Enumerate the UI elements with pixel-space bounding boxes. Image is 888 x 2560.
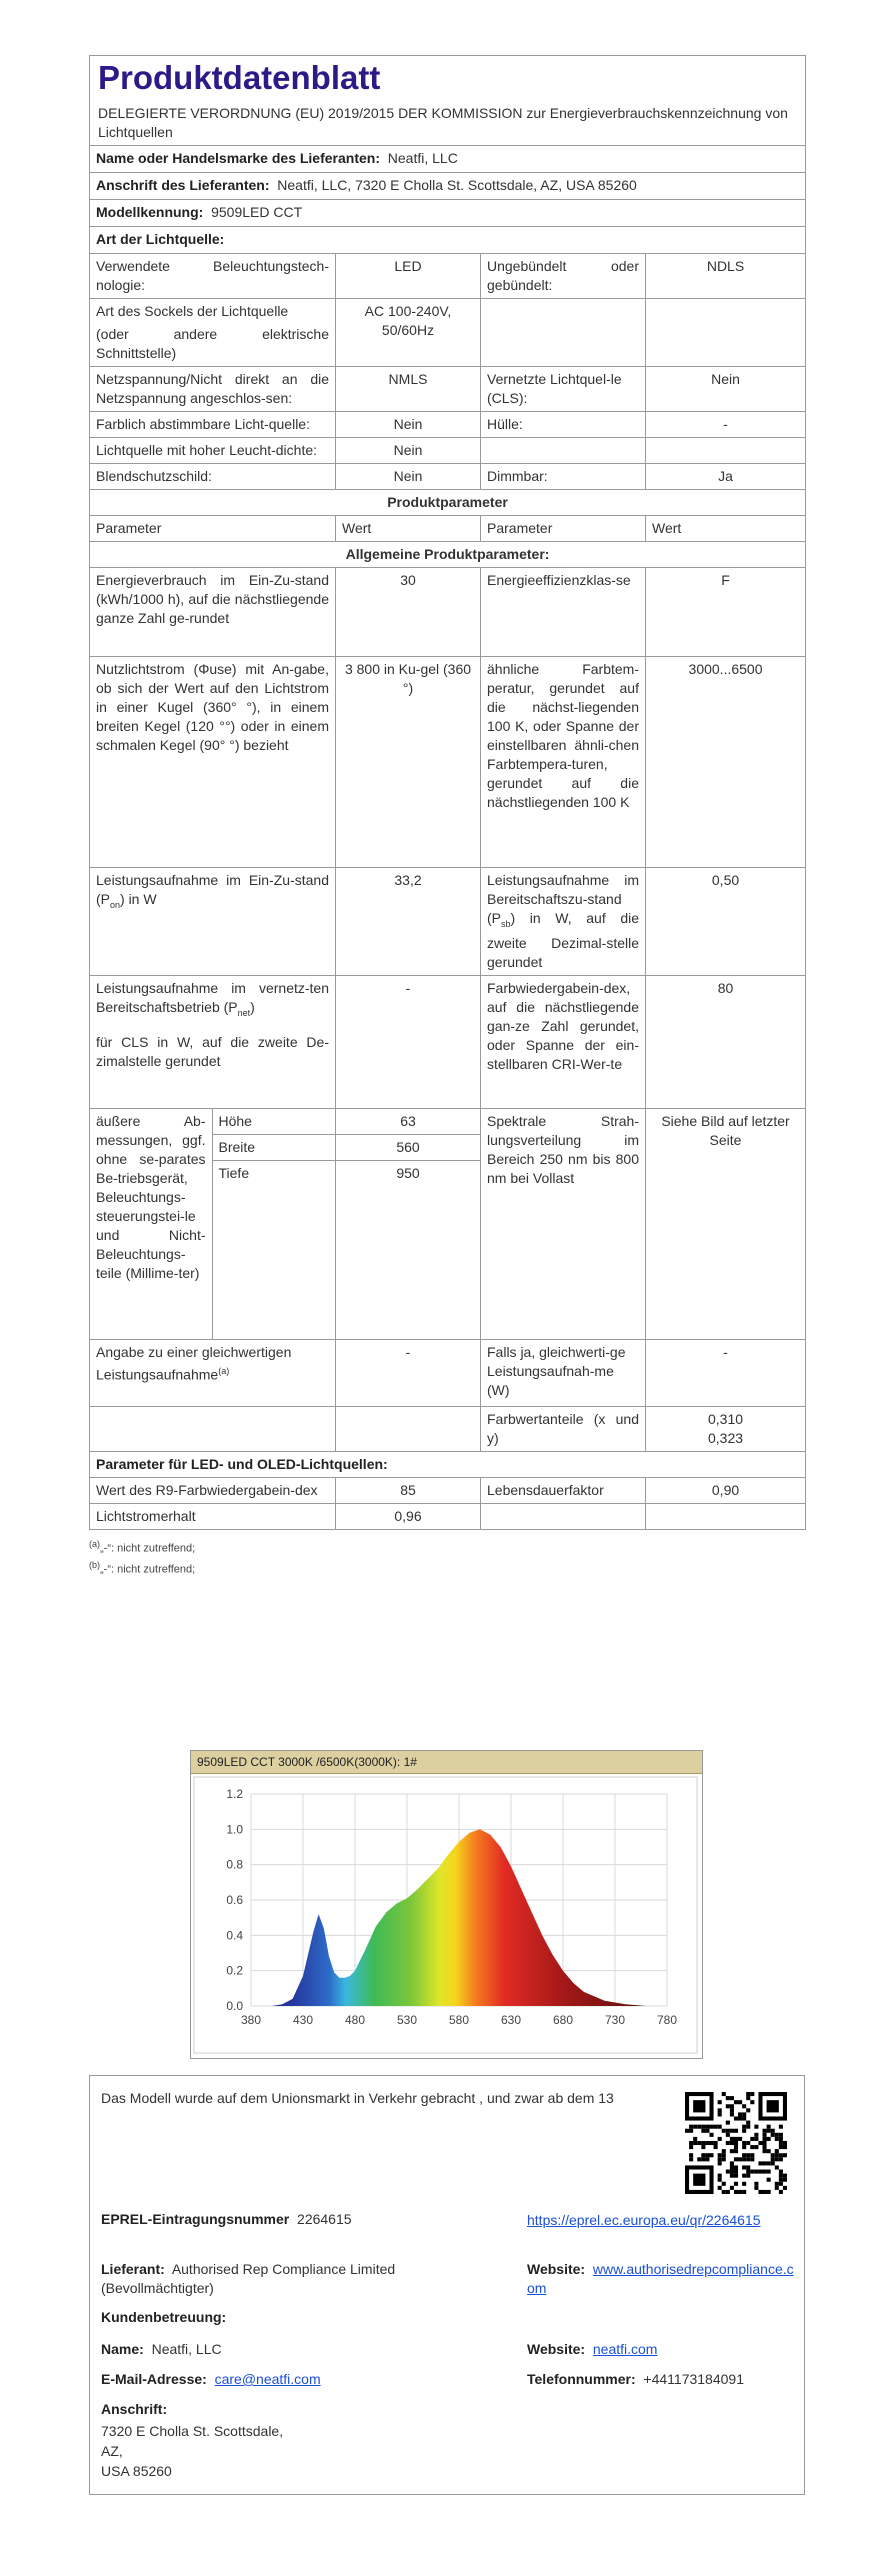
depth-label: Tiefe: [218, 1164, 250, 1181]
x-tick-label: 530: [396, 2013, 418, 2027]
chroma-label: Farbwertanteile (x und y): [481, 1406, 646, 1451]
col-header-parameter: Parameter: [90, 516, 336, 542]
height-label: Höhe: [212, 1109, 336, 1135]
qr-code-icon[interactable]: [685, 2092, 787, 2194]
high-luminance-label: Lichtquelle mit hoher Leucht-dichte:: [90, 438, 336, 464]
x-tick-label: 680: [552, 2013, 574, 2027]
maintenance-value: 0,96: [336, 1503, 481, 1529]
chroma-value: [646, 1406, 806, 1451]
product-parameters-heading: Produktparameter: [90, 490, 806, 516]
led-parameters-heading: Parameter für LED- und OLED-Lichtquellen:: [90, 1451, 806, 1477]
x-tick-label: 380: [240, 2013, 262, 2027]
eclass-value: F: [646, 568, 806, 657]
address-title: Anschrift:: [101, 2401, 168, 2417]
equiv-power-value: -: [646, 1339, 806, 1406]
height-value: 63: [336, 1109, 480, 1135]
footnote-b: $^{(b)}$„-“: nicht zutreffend;: [89, 1560, 196, 1577]
supplier-address-label: Anschrift des Lieferanten:: [96, 177, 270, 193]
pnet-value: -: [336, 975, 481, 1108]
cls-value: Nein: [646, 367, 806, 412]
empty-cell: [336, 1406, 481, 1451]
supplier-address-value: Neatfi, LLC, 7320 E Cholla St. Scottsdale, AZ, USA 85260: [277, 177, 637, 193]
r9-value: 85: [336, 1477, 481, 1503]
cri-value: 80: [646, 975, 806, 1108]
y-ticks: [226, 1787, 243, 2013]
x-tick-label: 480: [344, 2013, 366, 2027]
pon-value: 33,2: [336, 868, 481, 976]
cap-label-cell: [90, 299, 336, 367]
flux-value: 3 800 in Ku-gel (360 °): [336, 657, 481, 868]
empty-cell: [646, 438, 806, 464]
light-source-type-label: Art der Lichtquelle:: [96, 231, 225, 247]
service-name: Name: Neatfi, LLC: [101, 2341, 222, 2357]
general-parameters-heading: Allgemeine Produktparameter:: [90, 542, 806, 568]
page-title: Produktdatenblatt: [98, 59, 381, 96]
envelope-value: -: [646, 412, 806, 438]
chroma-y: 0,323: [707, 1429, 744, 1446]
y-tick-label: 0.8: [226, 1857, 243, 1872]
spectrum-series-0: [251, 1829, 667, 2006]
cct-label: ähnliche Farbtem-peratur, gerundet auf die nächst-liegenden 100 K, oder Spanne der einstellbaren ähnli-chen Farbtempera-turen, gerundet auf die nächstliegenden 100 K: [481, 657, 646, 868]
product-datasheet: [89, 55, 805, 1579]
tech-label: Verwendete Beleuchtungstech-nologie:: [90, 254, 336, 299]
x-tick-label: 730: [604, 2013, 626, 2027]
spectrum-plot: [191, 1774, 702, 2058]
y-tick-label: 0.4: [226, 1928, 243, 1943]
address-block: 7320 E Cholla St. Scottsdale, AZ, USA 85260: [101, 2423, 284, 2479]
mains-value: NMLS: [336, 367, 481, 412]
dims-values-cell: [336, 1108, 481, 1339]
empty-cell: [481, 438, 646, 464]
maintenance-label: Lichtstromerhalt: [90, 1503, 336, 1529]
x-tick-label: 780: [656, 2013, 678, 2027]
y-tick-label: 0.0: [226, 1999, 243, 2013]
empty-cell: [481, 299, 646, 367]
nonbundled-label: Ungebündelt oder gebündelt:: [481, 254, 646, 299]
y-tick-label: 1.0: [226, 1822, 243, 1837]
x-tick-label: 580: [448, 2013, 470, 2027]
service-website-link[interactable]: neatfi.com: [592, 2341, 658, 2357]
market-text: Das Modell wurde auf dem Unionsmarkt in Verkehr gebracht , und zwar ab dem 13: [101, 2090, 614, 2106]
service-website: Website: neatfi.com: [527, 2341, 658, 2357]
rep-website-row: Website: www.authorisedrepcompliance.com: [527, 2261, 794, 2296]
cap-label: Art des Sockels der Lichtquelle: [96, 303, 289, 319]
pnet-label: Leistungsaufnahme im vernetz-ten Bereitschaftsbetrieb $(P_{net})$ für CLS in W, auf die zweite De-zimalstelle gerundet: [90, 975, 336, 1108]
cap-value: AC 100-240V, 50/60Hz: [336, 299, 481, 367]
model-value: 9509LED CCT: [211, 204, 303, 220]
service-email: E-Mail-Adresse: care@neatfi.com: [101, 2371, 321, 2387]
rep-website-link[interactable]: www.authorisedrepcompliance.com: [527, 2261, 794, 2296]
model-label: Modellkennung:: [96, 204, 204, 220]
service-title: Kundenbetreuung:: [101, 2309, 227, 2325]
eprel-link[interactable]: https://eprel.ec.europa.eu/qr/2264615: [527, 2212, 761, 2228]
spectrum-chart: [190, 1750, 703, 2059]
spectral-label: Spektrale Strah-lungsverteilung im Bereich 250 nm bis 800 nm bei Vollast: [481, 1108, 646, 1339]
cct-value: 3000...6500: [646, 657, 806, 868]
depth-value: 950: [396, 1164, 420, 1181]
width-value: 560: [336, 1135, 480, 1161]
empty-cell: [646, 1503, 806, 1529]
mains-label: Netzspannung/Nicht direkt an die Netzspannung angeschlos-sen:: [90, 367, 336, 412]
y-tick-label: 0.6: [226, 1893, 243, 1907]
service-phone: Telefonnummer: +441173184091: [527, 2371, 744, 2387]
equiv-value: -: [336, 1339, 481, 1406]
chroma-x: 0,310: [707, 1410, 744, 1427]
cls-label: Vernetzte Lichtquel-le (CLS):: [481, 367, 646, 412]
supplier-address-row: [90, 173, 806, 200]
psb-label: Leistungsaufnahme im Bereitschaftszu-stand $(P_{sb})$ in W, auf die zweite Dezimal-stelle gerundet: [481, 868, 646, 976]
eclass-label: Energieeffizienzklas-se: [481, 568, 646, 657]
empty-cell: [481, 1503, 646, 1529]
envelope-label: Hülle:: [481, 412, 646, 438]
x-tick-label: 630: [500, 2013, 522, 2027]
eprel-box: [89, 2075, 805, 2495]
rep-row: Lieferant: Authorised Rep Compliance Limited (Bevollmächtigter): [101, 2261, 396, 2296]
survival-label: Lebensdauerfaktor: [481, 1477, 646, 1503]
dims-inner: [90, 1109, 336, 1339]
pon-label: Leistungsaufnahme im Ein-Zu-stand $(P_{on})$ in W: [90, 868, 336, 976]
service-email-link[interactable]: care@neatfi.com: [214, 2371, 321, 2387]
x-tick-label: 430: [292, 2013, 314, 2027]
empty-cell: [90, 1406, 336, 1451]
light-source-type-row: [90, 227, 806, 254]
footnote-a: $^{(a)}$„-“: nicht zutreffend;: [89, 1538, 196, 1555]
nonbundled-value: NDLS: [646, 254, 806, 299]
dims-cell: [90, 1108, 336, 1339]
header-cell: [90, 56, 806, 146]
dimmable-label: Dimmbar:: [481, 464, 646, 490]
model-row: [90, 200, 806, 227]
empty-cell: [646, 299, 806, 367]
antiglare-value: Nein: [336, 464, 481, 490]
chart-title: 9509LED CCT 3000K /6500K(3000K): 1#: [191, 1751, 702, 1774]
spectral-value: Siehe Bild auf letzter Seite: [646, 1108, 806, 1339]
flux-label: Nutzlichtstrom (Φuse) mit An-gabe, ob sich der Wert auf den Lichtstrom in einer Kugel (360° °), in einem breiten Kegel (120 °°) oder in einem schmalen Kegel (90° °) bezieht: [90, 657, 336, 868]
r9-label: Wert des R9-Farbwiedergabein-dex: [90, 1477, 336, 1503]
supplier-name-label: Name oder Handelsmarke des Lieferanten:: [96, 150, 380, 166]
colour-tunable-value: Nein: [336, 412, 481, 438]
x-ticks: [241, 2013, 677, 2027]
psb-value: 0,50: [646, 868, 806, 976]
col-header-parameter: Parameter: [481, 516, 646, 542]
regulation-text: DELEGIERTE VERORDNUNG (EU) 2019/2015 DER KOMMISSION zur Energieverbrauchskennzeichnung von Lichtquellen: [98, 105, 788, 140]
high-luminance-value: Nein: [336, 438, 481, 464]
antiglare-label: Blendschutzschild:: [90, 464, 336, 490]
datasheet-table: [89, 55, 806, 1530]
cap-label-2: (oder andere elektrische Schnittstelle): [96, 326, 329, 361]
col-header-value: Wert: [336, 516, 481, 542]
supplier-name-value: Neatfi, LLC: [387, 150, 458, 166]
footnotes: [89, 1536, 805, 1579]
y-tick-label: 0.2: [226, 1963, 243, 1978]
col-header-value: Wert: [646, 516, 806, 542]
colour-tunable-label: Farblich abstimmbare Licht-quelle:: [90, 412, 336, 438]
width-label: Breite: [212, 1134, 336, 1160]
dimmable-value: Ja: [646, 464, 806, 490]
cri-label: Farbwiedergabein-dex, auf die nächstliegende gan-ze Zahl gerundet, oder Spanne der ein-stellbaren CRI-Wer-te: [481, 975, 646, 1108]
dims-label: äußere Ab-messungen, ggf. ohne se-parates Be-triebsgerät, Beleuchtungs-steuerungstei-le und Nicht-Beleuchtungs-teile (Millime-ter): [90, 1109, 212, 1339]
y-tick-label: 1.2: [226, 1787, 243, 1801]
energy-value: 30: [336, 568, 481, 657]
equiv-power-label: Falls ja, gleichwerti-ge Leistungsaufnah-me (W): [481, 1339, 646, 1406]
supplier-name-row: [90, 146, 806, 173]
energy-label: Energieverbrauch im Ein-Zu-stand (kWh/1000 h), auf die nächstliegende ganze Zahl ge-rundet: [90, 568, 336, 657]
survival-value: 0,90: [646, 1477, 806, 1503]
tech-value: LED: [336, 254, 481, 299]
eprel-number: EPREL-Eintragungsnummer 2264615: [101, 2211, 352, 2227]
equiv-label: Angabe zu einer gleichwertigen Leistungsaufnahme$^{(a)}$: [90, 1339, 336, 1406]
